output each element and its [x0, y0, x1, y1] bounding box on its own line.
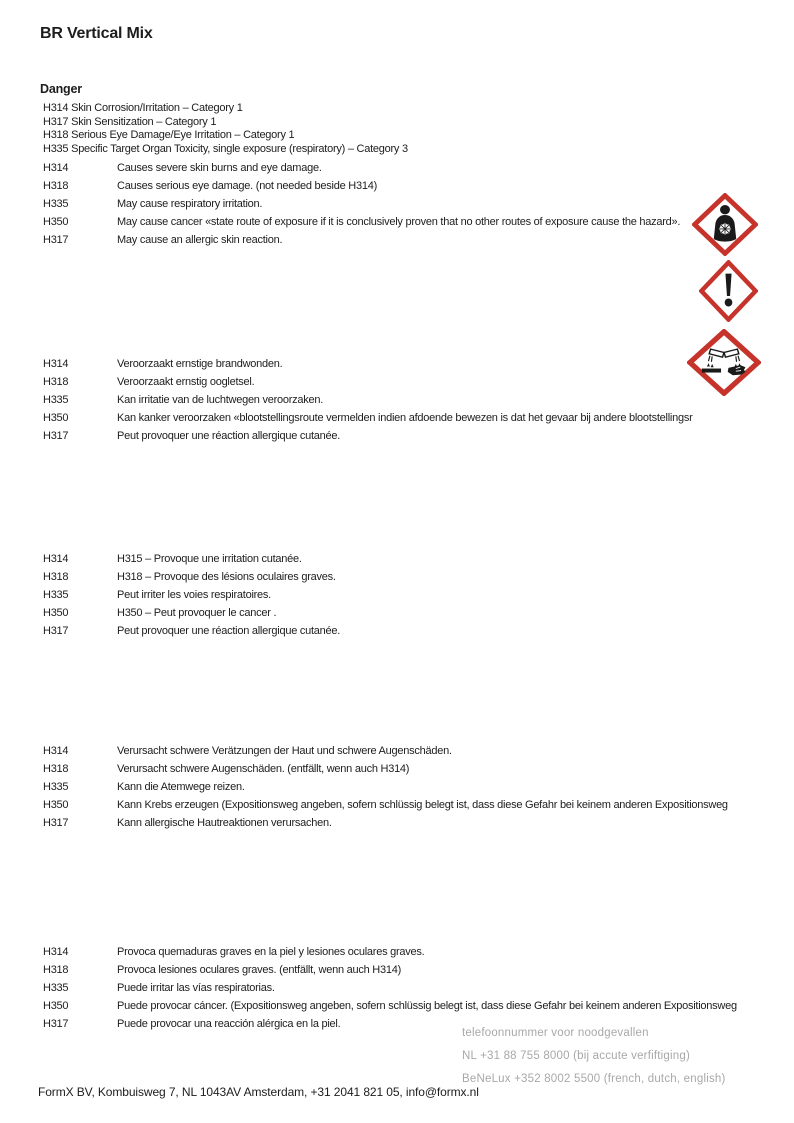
classification-list	[43, 102, 408, 156]
hazard-code: H314	[43, 358, 69, 370]
hazard-row	[43, 391, 788, 409]
hazard-row	[43, 742, 788, 760]
hazard-row	[43, 231, 788, 249]
hazard-text: Peut provoquer une réaction allergique cutanée.	[117, 625, 341, 637]
classification-line: H335 Specific Target Organ Toxicity, single exposure (respiratory) – Category 3	[43, 142, 408, 155]
hazard-text: Causes serious eye damage. (not needed beside H314)	[117, 180, 377, 192]
hazard-code: H335	[43, 589, 69, 601]
signal-word: Danger	[40, 82, 82, 96]
hazard-text: Veroorzaakt ernstig oogletsel.	[117, 376, 255, 388]
hazard-text: H315 – Provoque une irritation cutanée.	[117, 553, 302, 565]
ghs05-corrosion-icon	[687, 329, 761, 396]
emergency-heading: telefoonnummer voor noodgevallen	[462, 1027, 649, 1039]
hazard-row	[43, 409, 788, 427]
product-title: BR Vertical Mix	[40, 25, 153, 42]
hazard-code: H335	[43, 781, 69, 793]
hazard-row	[43, 550, 788, 568]
hazard-row	[43, 586, 788, 604]
hazard-row	[43, 979, 788, 997]
hazard-text: Verursacht schwere Verätzungen der Haut und schwere Augenschäden.	[117, 745, 452, 757]
hazard-code: H350	[43, 1000, 69, 1012]
hazard-code: H350	[43, 607, 69, 619]
hazard-row	[43, 604, 788, 622]
emergency-contact	[462, 1022, 726, 1091]
hazard-row	[43, 961, 788, 979]
hazard-code: H335	[43, 198, 69, 210]
hazard-code: H318	[43, 180, 69, 192]
hazard-text: Puede irritar las vías respiratorias.	[117, 982, 275, 994]
emergency-phone-nl: NL +31 88 755 8000 (bij accute verfiftiging)	[462, 1050, 690, 1062]
hazard-block-german	[43, 742, 788, 832]
hazard-block-dutch	[43, 355, 788, 445]
hazard-code: H350	[43, 799, 69, 811]
hazard-row	[43, 213, 788, 231]
hazard-row	[43, 760, 788, 778]
hazard-block-spanish	[43, 943, 788, 1033]
ghs07-exclamation-icon	[699, 260, 758, 322]
hazard-row	[43, 997, 788, 1015]
hazard-code: H314	[43, 745, 69, 757]
hazard-code: H318	[43, 571, 69, 583]
hazard-row	[43, 159, 788, 177]
hazard-code: H314	[43, 946, 69, 958]
hazard-text: Causes severe skin burns and eye damage.	[117, 162, 322, 174]
hazard-text: Puede provocar cáncer. (Expositionsweg angeben, sofern schlüssig belegt ist, dass diese Gefahr bei keinem anderen Expositionsweg	[117, 1000, 737, 1012]
hazard-code: H350	[43, 216, 69, 228]
hazard-code: H335	[43, 982, 69, 994]
hazard-code: H335	[43, 394, 69, 406]
hazard-row	[43, 195, 788, 213]
hazard-row	[43, 814, 788, 832]
hazard-text: Kann allergische Hautreaktionen verursachen.	[117, 817, 332, 829]
emergency-phone-benelux: BeNeLux +352 8002 5500 (french, dutch, english)	[462, 1073, 726, 1085]
hazard-text: May cause an allergic skin reaction.	[117, 234, 283, 246]
hazard-row	[43, 622, 788, 640]
hazard-block-english	[43, 159, 788, 249]
hazard-code: H317	[43, 234, 69, 246]
hazard-text: Provoca lesiones oculares graves. (entfällt, wenn auch H314)	[117, 964, 401, 976]
classification-line: H318 Serious Eye Damage/Eye Irritation – Category 1	[43, 129, 295, 142]
hazard-row	[43, 778, 788, 796]
hazard-text: Kan irritatie van de luchtwegen veroorzaken.	[117, 394, 324, 406]
hazard-text: Verursacht schwere Augenschäden. (entfällt, wenn auch H314)	[117, 763, 410, 775]
hazard-code: H314	[43, 553, 69, 565]
hazard-row	[43, 943, 788, 961]
hazard-row	[43, 355, 788, 373]
hazard-row	[43, 373, 788, 391]
hazard-row	[43, 177, 788, 195]
footer-address: FormX BV, Kombuisweg 7, NL 1043AV Amsterdam, +31 2041 821 05, info@formx.nl	[38, 1085, 479, 1099]
hazard-code: H314	[43, 162, 69, 174]
hazard-text: Peut irriter les voies respiratoires.	[117, 589, 271, 601]
hazard-text: May cause cancer «state route of exposure if it is conclusively proven that no other routes of exposure cause the hazard».	[117, 216, 681, 228]
hazard-text: H350 – Peut provoquer le cancer .	[117, 607, 277, 619]
hazard-code: H317	[43, 817, 69, 829]
hazard-block-french	[43, 550, 788, 640]
hazard-row	[43, 796, 788, 814]
hazard-text: Kan kanker veroorzaken «blootstellingsroute vermelden indien afdoende bewezen is dat het gevaar bij andere blootstellingsr	[117, 412, 693, 424]
hazard-code: H318	[43, 763, 69, 775]
hazard-text: Provoca quemaduras graves en la piel y lesiones oculares graves.	[117, 946, 425, 958]
hazard-text: May cause respiratory irritation.	[117, 198, 263, 210]
hazard-code: H317	[43, 1018, 69, 1030]
hazard-row	[43, 427, 788, 445]
hazard-text: Veroorzaakt ernstige brandwonden.	[117, 358, 283, 370]
hazard-code: H318	[43, 964, 69, 976]
hazard-code: H317	[43, 430, 69, 442]
hazard-code: H317	[43, 625, 69, 637]
hazard-text: Kann Krebs erzeugen (Expositionsweg angeben, sofern schlüssig belegt ist, dass diese Gefahr bei keinem anderen Expositionsweg	[117, 799, 728, 811]
hazard-text: Kann die Atemwege reizen.	[117, 781, 245, 793]
hazard-text: Peut provoquer une réaction allergique cutanée.	[117, 430, 341, 442]
hazard-text: H318 – Provoque des lésions oculaires graves.	[117, 571, 336, 583]
ghs08-health-hazard-icon	[692, 193, 758, 256]
classification-line: H314 Skin Corrosion/Irritation – Category 1	[43, 102, 243, 114]
hazard-row	[43, 568, 788, 586]
hazard-code: H350	[43, 412, 69, 424]
hazard-text: Puede provocar una reacción alérgica en la piel.	[117, 1018, 341, 1030]
classification-line: H317 Skin Sensitization – Category 1	[43, 115, 217, 128]
hazard-code: H318	[43, 376, 69, 388]
